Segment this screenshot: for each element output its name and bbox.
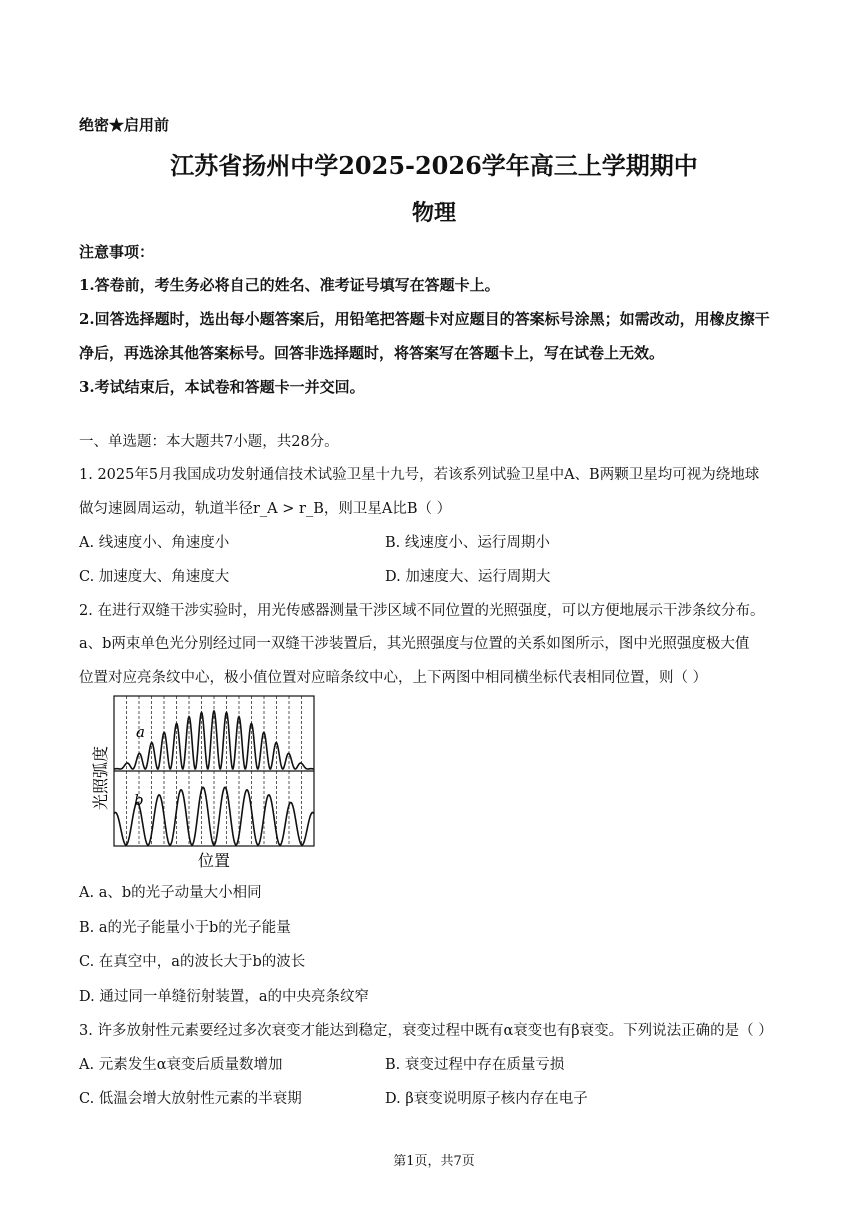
q3-option-c: C. 低温会增大放射性元素的半衰期 — [79, 1091, 302, 1107]
notice-item-1: 1.答卷前，考生务必将自己的姓名、准考证号填写在答题卡上。 — [79, 276, 500, 294]
confidential-mark: 绝密★启用前 — [79, 116, 170, 134]
section-heading: 一、单选题：本大题共7小题，共28分。 — [79, 434, 339, 450]
q3-option-a: A. 元素发生α衰变后质量数增加 — [79, 1057, 283, 1073]
notice-item-3: 3.考试结束后，本试卷和答题卡一并交回。 — [79, 378, 365, 396]
figure-xlabel: 位置 — [198, 851, 231, 870]
interference-figure — [86, 692, 326, 872]
notice-item-2-cont: 净后，再选涂其他答案标号。回答非选择题时，将答案写在答题卡上，写在试卷上无效。 — [79, 344, 665, 362]
q3-line-1: 3. 许多放射性元素要经过多次衰变才能达到稳定，衰变过程中既有α衰变也有β衰变。下列说法正确的是（ ） — [79, 1023, 773, 1039]
q2-option-a: A. a、b的光子动量大小相同 — [79, 885, 262, 901]
q1-option-c: C. 加速度大、角速度大 — [79, 569, 230, 585]
curve-label-a: a — [136, 723, 145, 741]
notice-item-2: 2.回答选择题时，选出每小题答案后，用铅笔把答题卡对应题目的答案标号涂黑；如需改动，用橡皮擦干 — [79, 310, 770, 328]
q3-option-b: B. 衰变过程中存在质量亏损 — [385, 1057, 565, 1073]
page-number: 第1页，共7页 — [393, 1154, 475, 1169]
q2-option-d: D. 通过同一单缝衍射装置，a的中央亮条纹窄 — [79, 989, 369, 1005]
q2-line-1: 2. 在进行双缝干涉实验时，用光传感器测量干涉区域不同位置的光照强度，可以方便地展示干涉条纹分布。 — [79, 603, 765, 619]
curve-label-b: b — [134, 791, 144, 809]
q2-option-b: B. a的光子能量小于b的光子能量 — [79, 920, 291, 936]
q1-option-d: D. 加速度大、运行周期大 — [385, 569, 551, 585]
exam-title: 江苏省扬州中学2025-2026学年高三上学期期中 — [170, 151, 698, 180]
figure-ylabel: 光照弧度 — [91, 745, 110, 810]
q2-line-3: 位置对应亮条纹中心，极小值位置对应暗条纹中心，上下两图中相同横坐标代表相同位置，则（ ） — [79, 670, 708, 686]
exam-subject: 物理 — [411, 200, 456, 226]
q1-line-2: 做匀速圆周运动，轨道半径r_A > r_B，则卫星A比B（ ） — [79, 501, 452, 517]
q1-option-b: B. 线速度小、运行周期小 — [385, 535, 550, 551]
notice-heading: 注意事项： — [79, 243, 155, 261]
q2-line-2: a、b两束单色光分别经过同一双缝干涉装置后，其光照强度与位置的关系如图所示，图中光照强度极大值 — [79, 636, 750, 652]
q1-line-1: 1. 2025年5月我国成功发射通信技术试验卫星十九号，若该系列试验卫星中A、B两颗卫星均可视为绕地球 — [79, 467, 760, 483]
q3-option-d: D. β衰变说明原子核内存在电子 — [385, 1091, 588, 1107]
q2-option-c: C. 在真空中，a的波长大于b的波长 — [79, 954, 306, 970]
q1-option-a: A. 线速度小、角速度小 — [79, 535, 230, 551]
